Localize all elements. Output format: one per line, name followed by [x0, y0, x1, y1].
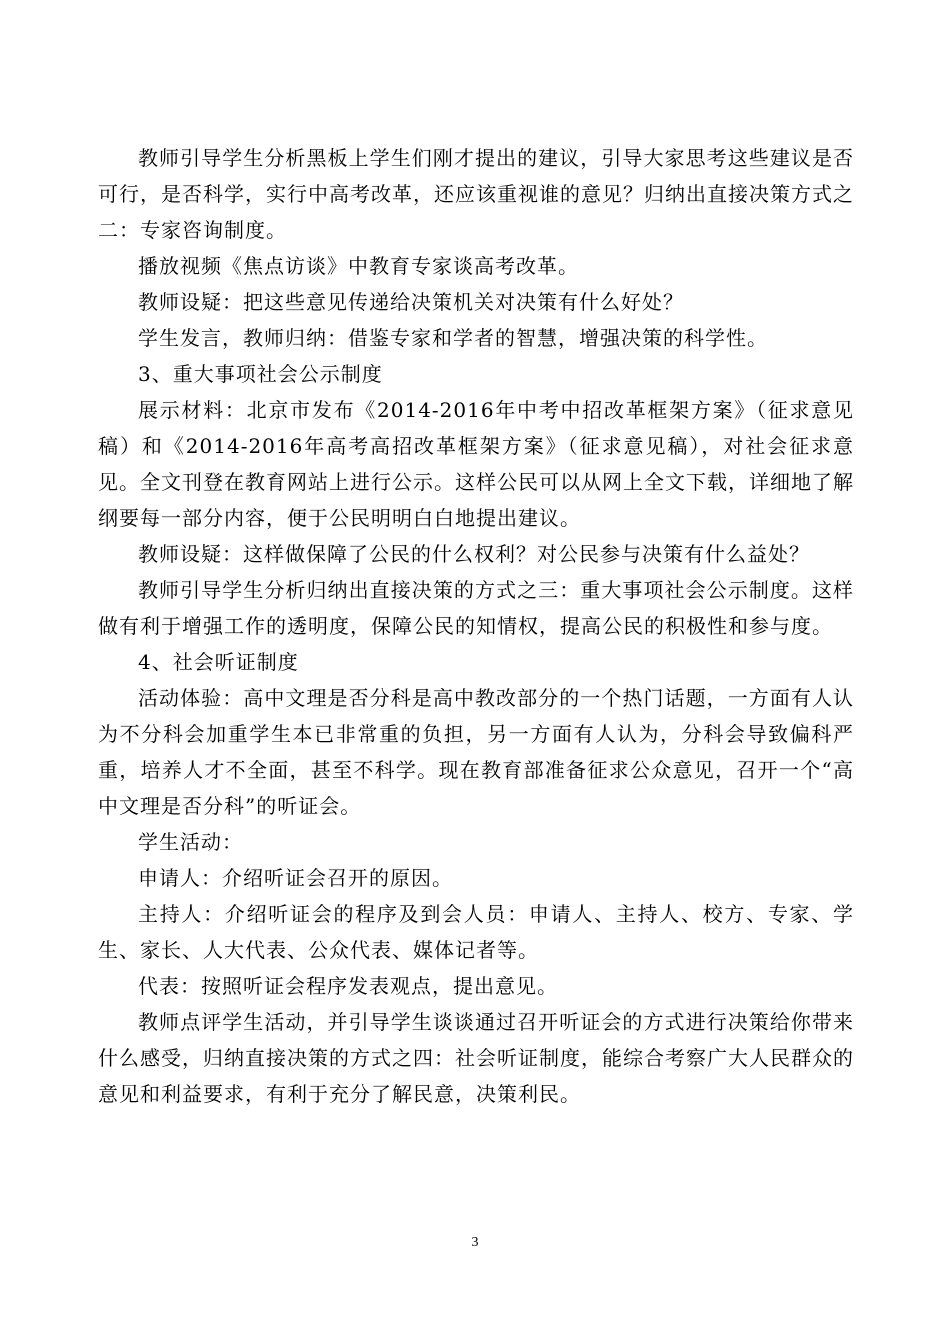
heading-public-notice: 3、重大事项社会公示制度: [138, 362, 383, 386]
paragraph-question-benefit: 教师设疑：把这些意见传递给决策机关对决策有什么好处？: [138, 290, 684, 314]
paragraph-video: 播放视频《焦点访谈》中教育专家谈高考改革。: [138, 254, 579, 278]
paragraph-expert-consultation: 教师引导学生分析黑板上学生们刚才提出的建议，引导大家思考这些建议是否可行，是否科学，实行中高考改革，还应该重视谁的意见？归纳出直接决策方式之二：专家咨询制度。: [98, 146, 854, 242]
paragraph-host: 主持人：介绍听证会的程序及到会人员：申请人、主持人、校方、专家、学生、家长、人大代表、公众代表、媒体记者等。: [98, 902, 854, 962]
paragraph-method-three: 教师引导学生分析归纳出直接决策的方式之三：重大事项社会公示制度。这样做有利于增强工作的透明度，保障公民的知情权，提高公民的积极性和参与度。: [98, 578, 854, 638]
paragraph-student-summary: 学生发言，教师归纳：借鉴专家和学者的智慧，增强决策的科学性。: [138, 326, 768, 350]
heading-hearing: 4、社会听证制度: [138, 650, 299, 674]
paragraph-question-rights: 教师设疑：这样做保障了公民的什么权利？对公民参与决策有什么益处？: [138, 542, 810, 566]
paragraph-method-four: 教师点评学生活动，并引导学生谈谈通过召开听证会的方式进行决策给你带来什么感受，归纳直接决策的方式之四：社会听证制度，能综合考察广大人民群众的意见和利益要求，有利于充分了解民意，决策利民。: [98, 1010, 854, 1106]
paragraph-representative: 代表：按照听证会程序发表观点，提出意见。: [138, 974, 558, 998]
paragraph-applicant: 申请人：介绍听证会召开的原因。: [138, 866, 453, 890]
paragraph-material: 展示材料：北京市发布《2014-2016年中考中招改革框架方案》（征求意见稿）和《2014-2016年高考高招改革框架方案》（征求意见稿），对社会征求意见。全文刊登在教育网站上进行公示。这样公民可以从网上全文下载，详细地了解纲要每一部分内容，便于公民明明白白地提出建议。: [98, 398, 854, 530]
body-text: [98, 140, 854, 1112]
page-number: 3: [471, 1235, 479, 1250]
paragraph-student-activity: 学生活动：: [138, 830, 243, 854]
paragraph-activity: 活动体验：高中文理是否分科是高中教改部分的一个热门话题，一方面有人认为不分科会加重学生本已非常重的负担，另一方面有人认为，分科会导致偏科严重，培养人才不全面，甚至不科学。现在教育部准备征求公众意见，召开一个“高中文理是否分科”的听证会。: [98, 686, 854, 818]
